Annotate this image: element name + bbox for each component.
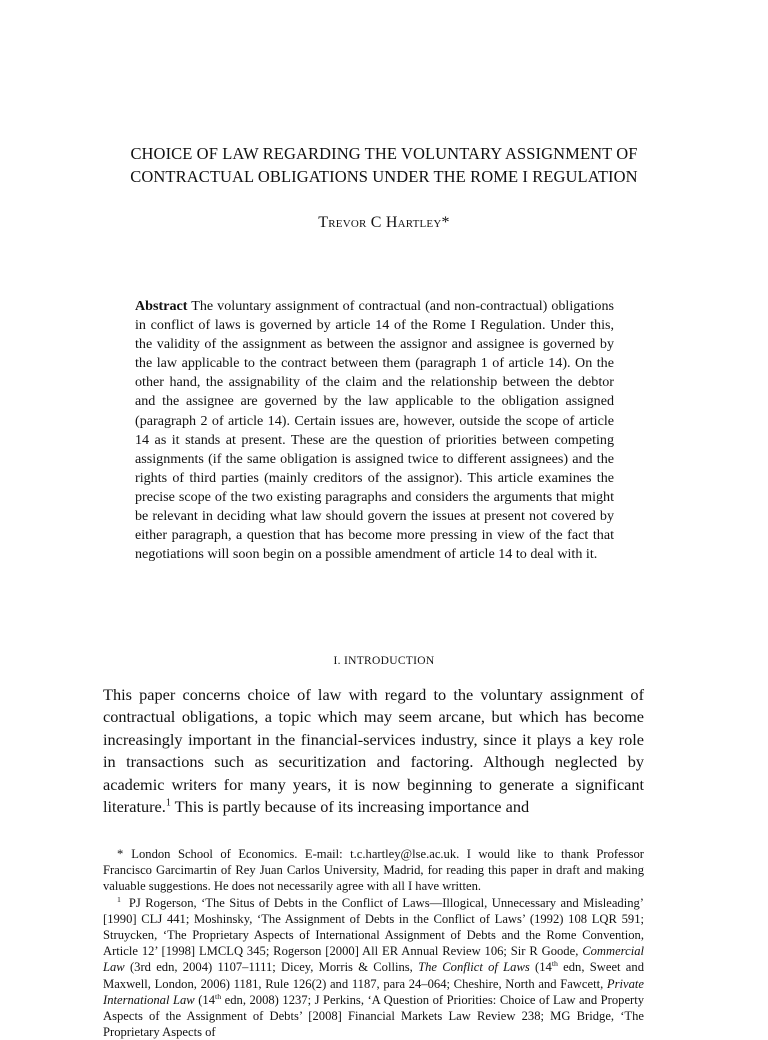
- footnote-1-text-d: edn, Sweet and Maxwell, London, 2006) 1181, Rule 126(2) and 1187, para 24–064; Cheshire, North and Fawcett,: [103, 960, 644, 991]
- footnote-1-ordinal-1: th: [551, 959, 558, 969]
- abstract-label: Abstract: [135, 298, 188, 314]
- footnote-1-marker: 1: [117, 894, 121, 904]
- footnote-1-text-e: (14: [194, 992, 216, 1007]
- body-paragraph: [103, 684, 644, 818]
- footnote-1-text-b: (3rd edn, 2004) 1107–1111; Dicey, Morris & Collins,: [124, 960, 419, 975]
- footnote-1-text-c: (14: [529, 960, 552, 975]
- footnote-1: [103, 895, 644, 1040]
- footnote-1-italic-private-international-law: Private International Law: [103, 976, 644, 1007]
- footnote-reference-1[interactable]: 1: [165, 797, 171, 809]
- article-title-line-1: CHOICE OF LAW REGARDING THE VOLUNTARY ASSIGNMENT OF: [130, 144, 638, 163]
- body-text-part-1: This paper concerns choice of law with regard to the voluntary assignment of contractual obligations, a topic which may seem arcane, but which has become increasingly important in the financial-services industry, since it plays a key role in transactions such as securitization and factoring. Although neglected by academic writers for many years, it is now beginning to generate a significant literature.: [103, 685, 644, 817]
- abstract: [135, 297, 614, 564]
- footnotes: [103, 846, 644, 1040]
- author-footnote-marker: *: [441, 214, 450, 231]
- section-heading: I. INTRODUCTION: [333, 655, 435, 667]
- footnote-1-text-f: edn, 2008) 1237; J Perkins, ‘A Question of Priorities: Choice of Law and Property Aspects of the Assignment of Debts’ [2008] Financial Markets Law Review 238; MG Bridge, ‘The Proprietary Aspects of: [103, 992, 645, 1040]
- footnote-1-ordinal-2: th: [215, 991, 222, 1001]
- article-title: [90, 142, 678, 188]
- abstract-text: The voluntary assignment of contractual (and non-contractual) obligations in conflict of laws is governed by article 14 of the Rome I Regulation. Under this, the validity of the assignment as between the assignor and assignee is governed by the law applicable to the contract between them (paragraph 1 of article 14). On the other hand, the assignability of the claim and the relationship between the debtor and the assignee are governed by the law applicable to the obligation assigned (paragraph 2 of article 14). Certain issues are, however, outside the scope of article 14 as it stands at present. These are the question of priorities between competing assignments (if the same obligation is assigned twice to different assignees) and the rights of third parties (mainly creditors of the assignor). This article examines the precise scope of the two existing paragraphs and considers the arguments that might be relevant in deciding what law should govern the issues at present not covered by either paragraph, a question that has become more pressing in view of the fact that negotiations will soon begin on a possible amendment of article 14 to deal with it.: [135, 298, 614, 563]
- footnote-1-italic-conflict-of-laws: The Conflict of Laws: [418, 960, 530, 975]
- body-text-part-2: This is partly because of its increasing importance and: [170, 797, 530, 817]
- author-line: [0, 214, 768, 232]
- footnote-star: [103, 846, 644, 895]
- footnote-1-text-a: PJ Rogerson, ‘The Situs of Debts in the Conflict of Laws—Illogical, Unnecessary and Misleading’ [1990] CLJ 441; Moshinsky, ‘The Assignment of Debts in the Conflict of Laws’ (1992) 108 LQR 591; Struycken, ‘The Proprietary Aspects of International Assignment of Debts and the Rome Convention, Article 12’ [1998] LMCLQ 345; Rogerson [2000] All ER Annual Review 106; Sir R Goode,: [103, 895, 644, 959]
- author-name: Trevor C Hartley: [318, 214, 442, 231]
- footnote-star-marker: *: [117, 847, 124, 861]
- footnote-star-text: London School of Economics. E-mail: t.c.hartley@lse.ac.uk. I would like to thank Professor Francisco Garcimartin of Rey Juan Carlos University, Madrid, for reading this paper in draft and making valuable suggestions. He does not necessarily agree with all I have written.: [103, 847, 644, 894]
- article-title-line-2: CONTRACTUAL OBLIGATIONS UNDER THE ROME I REGULATION: [130, 167, 638, 186]
- footnote-1-italic-commercial-law: Commercial Law: [103, 944, 644, 975]
